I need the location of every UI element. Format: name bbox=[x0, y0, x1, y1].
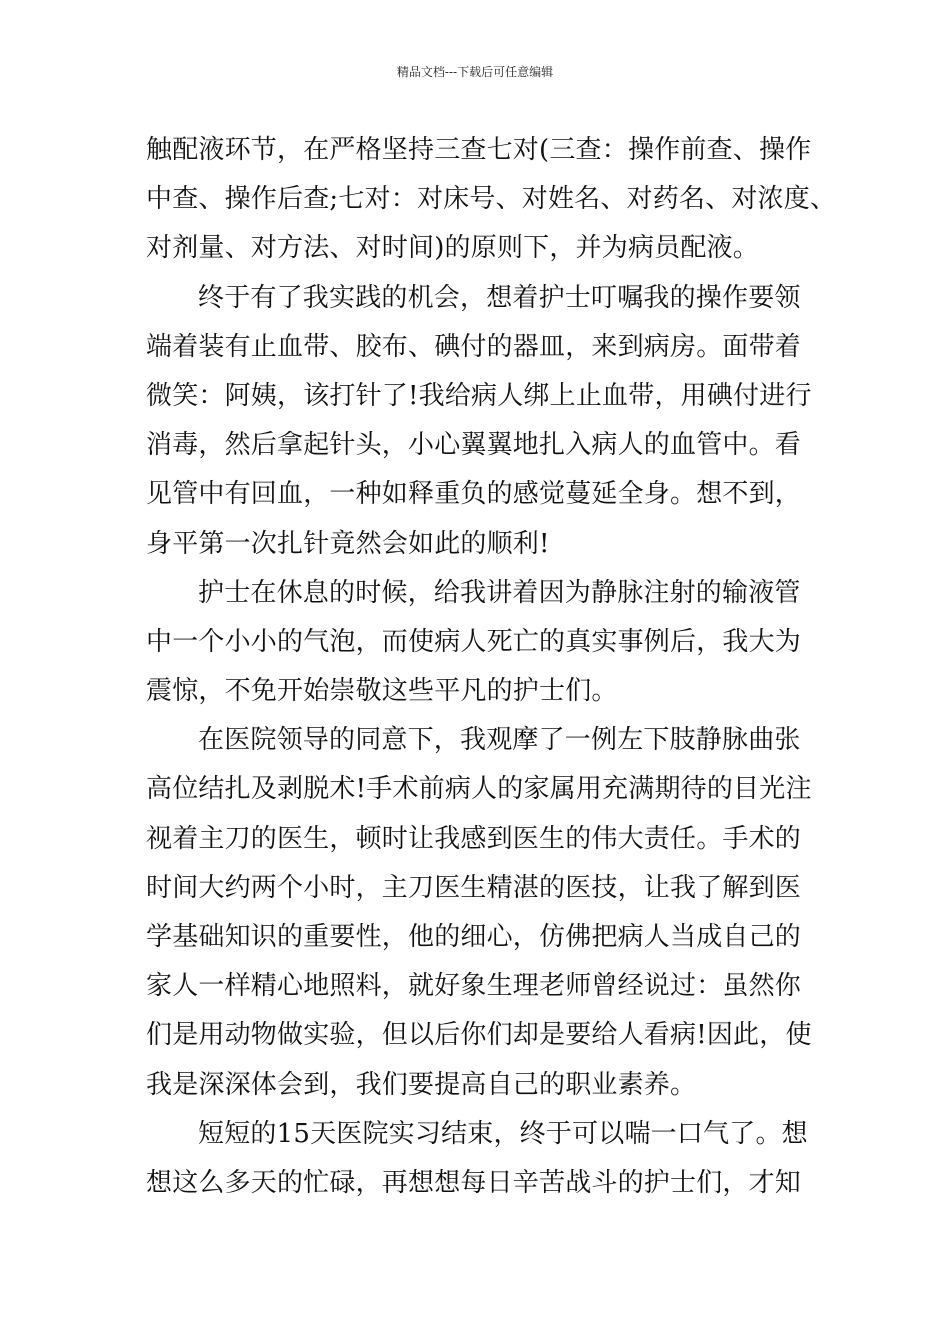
text-line-4: 终于有了我实践的机会，想着护士叮嘱我的操作要领 bbox=[198, 282, 801, 313]
text-line-9: 身平第一次扎针竟然会如此的顺利! bbox=[146, 528, 550, 559]
text-line-7: 消毒，然后拿起针头，小心翼翼地扎入病人的血管中。看 bbox=[146, 430, 802, 461]
text-line-14: 高位结扎及剥脱术!手术前病人的家属用充满期待的目光注 bbox=[146, 774, 812, 805]
document-body bbox=[146, 126, 837, 1208]
text-line-8: 见管中有回血，一种如释重负的感觉蔓延全身。想不到， bbox=[146, 479, 802, 510]
text-line-13: 在医院领导的同意下，我观摩了一例左下肢静脉曲张 bbox=[198, 725, 801, 756]
text-line-2: 中查、操作后查;七对：对床号、对姓名、对药名、对浓度、 bbox=[146, 184, 837, 215]
text-line-15: 视着主刀的医生，顿时让我感到医生的伟大责任。手术的 bbox=[146, 823, 802, 854]
text-line-10: 护士在休息的时候，给我讲着因为静脉注射的输液管 bbox=[198, 577, 801, 608]
text-line-12: 震惊，不免开始崇敬这些平凡的护士们。 bbox=[146, 676, 618, 707]
text-line-17: 学基础知识的重要性，他的细心，仿佛把病人当成自己的 bbox=[146, 922, 802, 952]
text-line-18: 家人一样精心地照料，就好象生理老师曾经说过：虽然你 bbox=[146, 971, 802, 1002]
text-line-3: 对剂量、对方法、对时间)的原则下，并为病员配液。 bbox=[146, 233, 759, 264]
text-line-22: 想这么多天的忙碌，再想想每日辛苦战斗的护士们，才知 bbox=[146, 1167, 802, 1198]
text-line-19: 们是用动物做实验，但以后你们却是要给人看病!因此，使 bbox=[146, 1020, 812, 1051]
text-line-1: 触配液环节，在严格坚持三查七对(三查：操作前查、操作 bbox=[146, 135, 812, 165]
text-line-11: 中一个小小的气泡，而使病人死亡的真实事例后，我大为 bbox=[146, 626, 802, 657]
text-line-6: 微笑：阿姨，该打针了!我给病人绑上止血带，用碘付进行 bbox=[146, 380, 812, 411]
page-header: 精品文档---下载后可任意编辑 bbox=[396, 65, 554, 79]
text-line-5: 端着装有止血带、胶布、碘付的器皿，来到病房。面带着 bbox=[146, 331, 802, 362]
text-line-21: 短短的15天医院实习结束，终于可以喘一口气了。想 bbox=[198, 1118, 808, 1149]
text-line-20: 我是深深体会到，我们要提高自己的职业素养。 bbox=[146, 1069, 697, 1100]
text-line-16: 时间大约两个小时，主刀医生精湛的医技，让我了解到医 bbox=[146, 872, 802, 903]
